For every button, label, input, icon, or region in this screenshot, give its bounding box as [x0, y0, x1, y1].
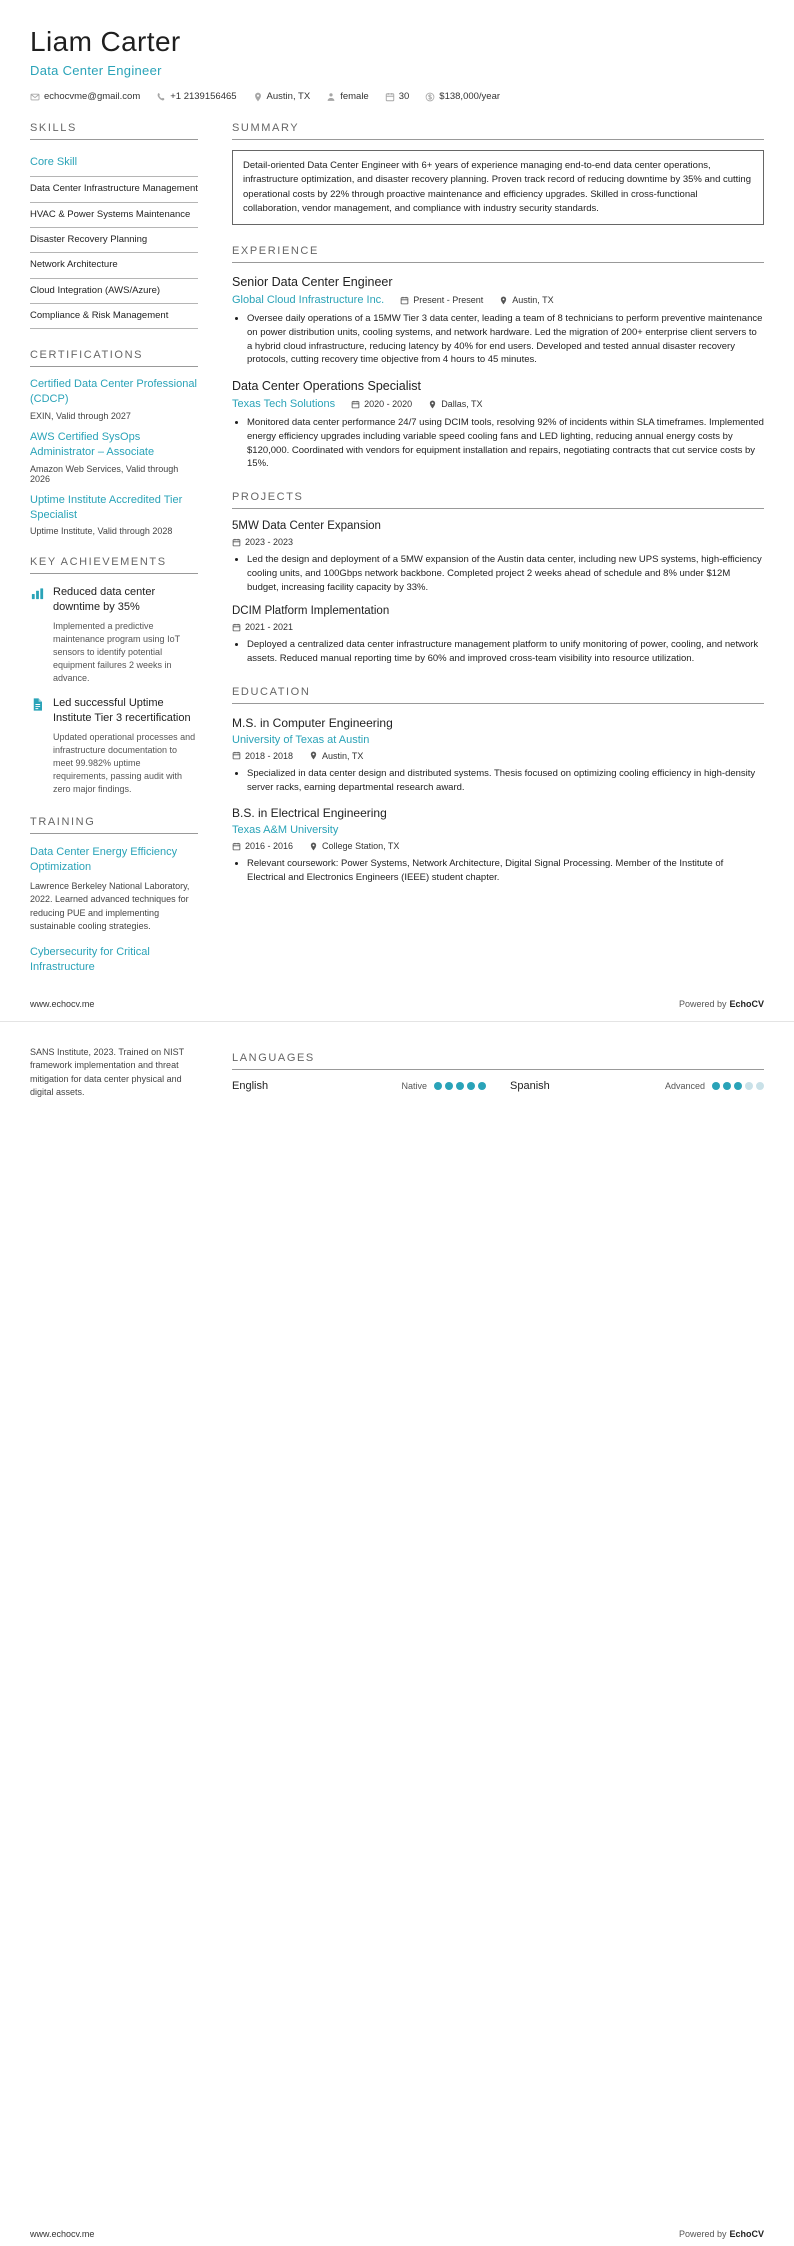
person-icon [326, 92, 336, 102]
training-title: Data Center Energy Efficiency Optimization [30, 846, 178, 874]
job-dates-text: 2020 - 2020 [364, 399, 413, 410]
section-training [30, 816, 198, 974]
skill-item: Disaster Recovery Planning [30, 228, 198, 253]
project-dates [232, 537, 293, 547]
school-name: Texas A&M University [232, 824, 339, 837]
section-languages [232, 1052, 764, 1092]
training-item [30, 945, 198, 975]
project-meta-row [232, 622, 764, 632]
section-projects [232, 491, 764, 666]
education-dates [232, 751, 293, 761]
achievements-heading: KEY ACHIEVEMENTS [30, 556, 198, 574]
school-name: University of Texas at Austin [232, 733, 370, 746]
job-bullet: • Monitored data center performance 24/7 using DCIM tools, resolving 92% of incidents within SLA timeframes. Implemented energy efficiency upgrades including variable speed cooling fans and LED lighting, reducing annual energy costs by $120,000. Coordinated with vendors for equipment installation and repairs, negotiating contracts that cut service costs by 15%. [247, 416, 764, 471]
certification-item [30, 377, 198, 421]
calendar-icon [232, 751, 241, 760]
language-level: Native [401, 1080, 427, 1091]
skills-list [30, 150, 198, 329]
achievement-title: Reduced data center downtime by 35% [53, 586, 156, 614]
certification-item [30, 430, 198, 484]
certification-name: Uptime Institute Accredited Tier Specialist [30, 493, 183, 521]
achievement-body [53, 696, 198, 796]
job-dates [400, 295, 483, 305]
certification-issuer: EXIN, Valid through 2027 [30, 411, 131, 422]
contact-age [385, 91, 410, 102]
level-dot-filled [445, 1082, 453, 1090]
certification-name: Certified Data Center Professional (CDCP) [30, 378, 197, 406]
calendar-icon [232, 538, 241, 547]
achievement-item [30, 585, 198, 685]
contact-salary [425, 91, 500, 102]
location-icon [309, 842, 318, 851]
education-bullet: • Relevant coursework: Power Systems, Network Architecture, Digital Signal Processing. Member of the Institute of Electrical and Electronics Engineers (IEEE) student chapter. [247, 857, 764, 885]
section-education [232, 686, 764, 885]
calendar-icon [232, 623, 241, 632]
candidate-name: Liam Carter [30, 26, 181, 57]
project-bullet: • Deployed a centralized data center infrastructure management platform to unify monitoring of power, cooling, and network assets. Reduced manual reporting time by 60% and improved cross-team visibility into resource utilization. [247, 638, 764, 666]
site-link[interactable]: www.echocv.me [30, 998, 95, 1009]
job-location-text: Austin, TX [512, 295, 554, 305]
level-dot-filled [734, 1082, 742, 1090]
project-bullet: • Led the design and deployment of a 5MW expansion of the Austin data center, including new UPS systems, high-efficiency cooling units, and 100Gbps network backbone. Completed project 2 weeks ahead of schedule and 8% under $12M budget, increasing facility capacity by 33%. [247, 553, 764, 594]
job-location [428, 399, 482, 409]
right-column [232, 108, 764, 975]
project-dates [232, 622, 293, 632]
education-bullet: • Specialized in data center design and distributed systems. Thesis focused on optimizing cooling efficiency in high-density server racks, earning departmental research award. [247, 767, 764, 795]
calendar-icon [232, 842, 241, 851]
page2-body [30, 1038, 764, 1100]
education-location-text: Austin, TX [322, 750, 364, 761]
certification-issuer: Amazon Web Services, Valid through 2026 [30, 463, 179, 484]
level-dot-filled [712, 1082, 720, 1090]
section-summary [232, 122, 764, 225]
brand-name: EchoCV [729, 2229, 764, 2239]
contact-row [30, 91, 764, 102]
summary-text: Detail-oriented Data Center Engineer with 6+ years of experience managing end-to-end data center operations, infrastructure optimization, and disaster recovery planning. Proven track record of reducing downtime by 35% and cutting operational costs by 22% through proactive maintenance and efficiency upgrades. Skilled in cross-functional collaboration, vendor management, and compliance with industry security standards. [232, 150, 764, 225]
training-heading: TRAINING [30, 816, 198, 834]
languages-list [232, 1080, 764, 1092]
section-certifications [30, 349, 198, 536]
education-meta-row [232, 841, 764, 851]
calendar-icon [400, 296, 409, 305]
project-entry [232, 520, 764, 594]
achievement-title: Led successful Uptime Institute Tier 3 recertification [53, 697, 191, 725]
language-item [232, 1080, 486, 1092]
job-bullets [232, 312, 764, 367]
skill-item: Cloud Integration (AWS/Azure) [30, 279, 198, 304]
calendar-icon [385, 92, 395, 102]
project-dates-text: 2021 - 2021 [245, 622, 294, 633]
powered-by [679, 999, 764, 1009]
summary-heading: SUMMARY [232, 122, 764, 140]
job-bullets [232, 416, 764, 471]
education-meta-row [232, 751, 764, 761]
project-dates-text: 2023 - 2023 [245, 537, 294, 548]
location-icon [253, 92, 263, 102]
powered-by-text: Powered by [678, 998, 727, 1009]
phone-icon [156, 92, 166, 102]
location-icon [499, 296, 508, 305]
skill-item: Core Skill [30, 150, 198, 177]
education-entry [232, 806, 764, 885]
level-dot-filled [467, 1082, 475, 1090]
contact-email[interactable] [30, 91, 140, 102]
job-meta-row [232, 294, 764, 306]
contact-gender [326, 91, 369, 102]
skills-heading: SKILLS [30, 122, 198, 140]
certification-issuer: Uptime Institute, Valid through 2028 [30, 526, 173, 537]
section-achievements [30, 556, 198, 796]
education-location-text: College Station, TX [322, 841, 400, 852]
email-icon [30, 92, 40, 102]
page2-footer [30, 2229, 764, 2239]
project-bullets [232, 638, 764, 666]
job-dates-text: Present - Present [413, 295, 484, 305]
achievement-description: Updated operational processes and infrastructure documentation to meet 99.982% uptime requirements, passing audit with zero major findings. [53, 732, 196, 795]
resume-body [30, 108, 764, 975]
project-bullets [232, 553, 764, 594]
language-level-dots [712, 1082, 764, 1090]
level-dot-filled [723, 1082, 731, 1090]
contact-salary-text: $138,000/year [439, 91, 501, 102]
page1-footer [30, 999, 764, 1009]
degree-title: M.S. in Computer Engineering [232, 715, 393, 730]
language-name: Spanish [510, 1079, 550, 1092]
language-name: English [232, 1079, 269, 1092]
level-dot-filled [434, 1082, 442, 1090]
job-location-text: Dallas, TX [441, 399, 483, 410]
level-dot-empty [756, 1082, 764, 1090]
certification-item [30, 493, 198, 537]
project-title: 5MW Data Center Expansion [232, 520, 381, 533]
education-location [309, 751, 363, 761]
contact-phone[interactable] [156, 91, 236, 102]
education-entry [232, 716, 764, 795]
experience-heading: EXPERIENCE [232, 245, 764, 263]
page-break-divider [0, 1021, 794, 1022]
contact-phone-text: +1 2139156465 [170, 91, 237, 102]
powered-by-text: Powered by [678, 2229, 727, 2239]
company-name: Global Cloud Infrastructure Inc. [232, 294, 385, 306]
level-dot-filled [456, 1082, 464, 1090]
job-title: Senior Data Center Engineer [232, 275, 393, 289]
contact-location [253, 91, 311, 102]
project-title: DCIM Platform Implementation [232, 605, 390, 618]
language-level-dots [434, 1082, 486, 1090]
languages-heading: LANGUAGES [232, 1052, 764, 1070]
training-title: Cybersecurity for Critical Infrastructure [30, 945, 150, 973]
skill-item: Data Center Infrastructure Management [30, 177, 198, 202]
job-bullet: • Oversee daily operations of a 15MW Tier 3 data center, leading a team of 8 technicians to perform preventive maintenance on power distribution units, cooling systems, and network hardware. Led the migration of 200+ enterprise client servers to a hybrid cloud infrastructure, reducing latency by 40% for end users. Developed and tested annual disaster recovery protocols, cutting recovery time objective from 4 hours to 45 minutes. [247, 312, 764, 367]
powered-by [679, 2229, 764, 2239]
brand-name: EchoCV [729, 998, 764, 1009]
certifications-heading: CERTIFICATIONS [30, 349, 198, 367]
contact-age-text: 30 [398, 91, 410, 102]
certification-name: AWS Certified SysOps Administrator – Associate [30, 431, 155, 458]
contact-location-text: Austin, TX [266, 91, 311, 102]
contact-gender-text: female [340, 91, 369, 102]
job-title: Data Center Operations Specialist [232, 379, 421, 394]
experience-entry [232, 275, 764, 367]
site-link[interactable]: www.echocv.me [30, 2229, 95, 2239]
project-entry [232, 605, 764, 666]
language-level: Advanced [664, 1080, 705, 1091]
section-skills [30, 122, 198, 329]
projects-heading: PROJECTS [232, 491, 764, 509]
education-dates-text: 2016 - 2016 [245, 841, 294, 852]
education-location [309, 841, 399, 851]
job-dates [351, 399, 412, 409]
document-icon [30, 697, 45, 796]
achievement-description: Implemented a predictive maintenance program using IoT sensors to identify potential equipment failures 2 weeks in advance. [53, 621, 180, 684]
project-meta-row [232, 537, 764, 547]
education-heading: EDUCATION [232, 686, 764, 704]
education-dates-text: 2018 - 2018 [245, 750, 294, 761]
job-meta-row [232, 398, 764, 410]
achievement-item [30, 696, 198, 796]
skill-item: HVAC & Power Systems Maintenance [30, 203, 198, 228]
language-item [510, 1080, 764, 1092]
education-bullets [232, 767, 764, 795]
calendar-icon [351, 400, 360, 409]
company-name: Texas Tech Solutions [232, 398, 336, 411]
page2-right-column [232, 1038, 764, 1100]
degree-title: B.S. in Electrical Engineering [232, 806, 387, 821]
education-dates [232, 841, 293, 851]
skill-item: Network Architecture [30, 253, 198, 278]
level-dot-filled [478, 1082, 486, 1090]
left-column [30, 108, 198, 975]
training-description: Lawrence Berkeley National Laboratory, 2022. Learned advanced techniques for reducing PUE and implementing sustainable cooling strategies. [30, 880, 190, 932]
location-icon [428, 400, 437, 409]
level-dot-empty [745, 1082, 753, 1090]
salary-icon [425, 92, 435, 102]
experience-entry [232, 379, 764, 471]
training-item [30, 845, 198, 934]
training-description-continued: SANS Institute, 2023. Trained on NIST framework implementation and threat mitigation for data center physical and digital assets. [30, 1046, 184, 1098]
contact-email-text: echocvme@gmail.com [44, 91, 141, 102]
achievement-body [53, 585, 198, 685]
resume-header [30, 26, 764, 102]
education-bullets [232, 857, 764, 885]
bar-chart-icon [30, 586, 45, 685]
skill-item: Compliance & Risk Management [30, 304, 198, 329]
candidate-job-title: Data Center Engineer [30, 63, 162, 78]
section-experience [232, 245, 764, 471]
job-location [499, 295, 553, 305]
location-icon [309, 751, 318, 760]
